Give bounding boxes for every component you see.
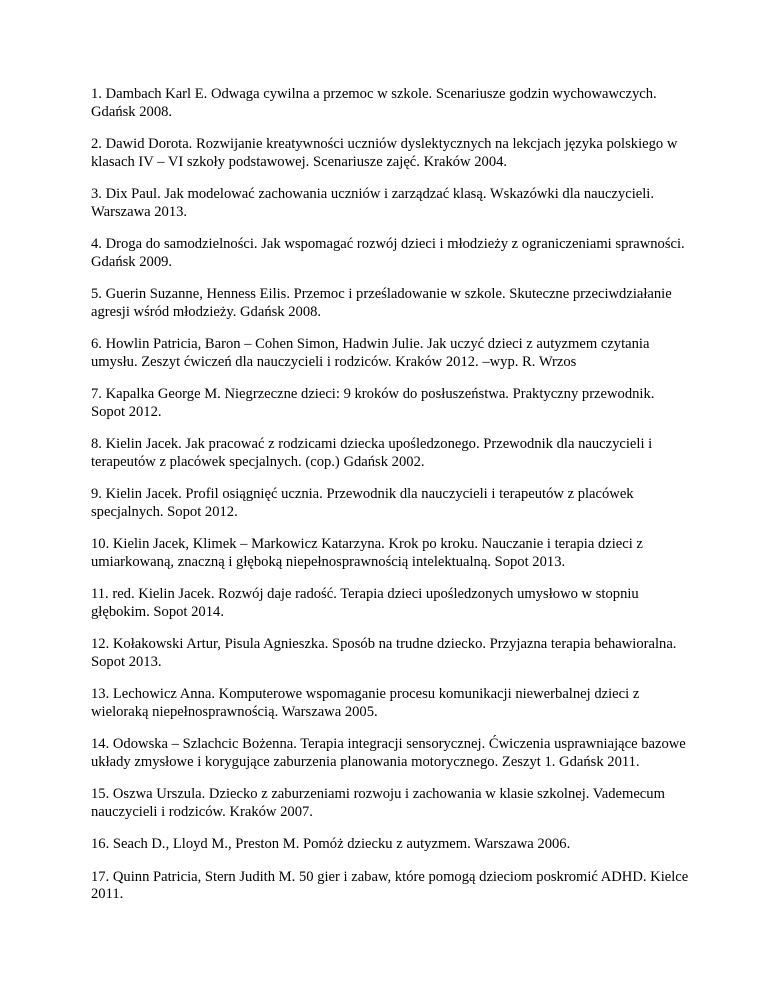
bibliography-entry: 8. Kielin Jacek. Jak pracować z rodzicami dziecka upośledzonego. Przewodnik dla nauczycieli i terapeutów z placówek specjalnych. (cop.) Gdańsk 2002. — [91, 436, 653, 470]
bibliography-entry: 13. Lechowicz Anna. Komputerowe wspomaganie procesu komunikacji niewerbalnej dzieci z wieloraką niepełnosprawnością. Warszawa 2005. — [91, 686, 640, 720]
bibliography-entry: 2. Dawid Dorota. Rozwijanie kreatywności uczniów dyslektycznych na lekcjach języka polskiego w klasach IV – VI szkoły podstawowej. Scenariusze zajęć. Kraków 2004. — [91, 136, 678, 170]
bibliography-entry: 6. Howlin Patricia, Baron – Cohen Simon, Hadwin Julie. Jak uczyć dzieci z autyzmem czytania umysłu. Zeszyt ćwiczeń dla nauczycieli i rodziców. Kraków 2012. –wyp. R. Wrzos — [91, 336, 650, 370]
bibliography-entry: 16. Seach D., Lloyd M., Preston M. Pomóż dziecku z autyzmem. Warszawa 2006. — [91, 836, 571, 852]
bibliography-list — [91, 86, 691, 919]
bibliography-entry: 12. Kołakowski Artur, Pisula Agnieszka. Sposób na trudne dziecko. Przyjazna terapia behawioralna. Sopot 2013. — [91, 636, 677, 670]
bibliography-entry: 11. red. Kielin Jacek. Rozwój daje radość. Terapia dzieci upośledzonych umysłowo w stopniu głębokim. Sopot 2014. — [91, 586, 639, 620]
bibliography-entry: 17. Quinn Patricia, Stern Judith M. 50 gier i zabaw, które pomogą dzieciom poskromić ADHD. Kielce 2011. — [91, 868, 689, 902]
bibliography-entry: 7. Kapalka George M. Niegrzeczne dzieci: 9 kroków do posłuszeństwa. Praktyczny przewodnik. Sopot 2012. — [91, 386, 655, 420]
bibliography-entry: 1. Dambach Karl E. Odwaga cywilna a przemoc w szkole. Scenariusze godzin wychowawczych. Gdańsk 2008. — [91, 86, 657, 120]
bibliography-entry: 4. Droga do samodzielności. Jak wspomagać rozwój dzieci i młodzieży z ograniczeniami sprawności. Gdańsk 2009. — [91, 236, 685, 270]
bibliography-entry: 3. Dix Paul. Jak modelować zachowania uczniów i zarządzać klasą. Wskazówki dla nauczycieli. Warszawa 2013. — [91, 186, 654, 220]
bibliography-entry: 10. Kielin Jacek, Klimek – Markowicz Katarzyna. Krok po kroku. Nauczanie i terapia dzieci z umiarkowaną, znaczną i głęboką niepełnosprawnością intelektualną. Sopot 2013. — [91, 536, 643, 570]
bibliography-entry: 5. Guerin Suzanne, Henness Eilis. Przemoc i prześladowanie w szkole. Skuteczne przeciwdziałanie agresji wśród młodzieży. Gdańsk 2008. — [91, 286, 672, 320]
bibliography-entry: 15. Oszwa Urszula. Dziecko z zaburzeniami rozwoju i zachowania w klasie szkolnej. Vademecum nauczycieli i rodziców. Kraków 2007. — [91, 786, 665, 820]
bibliography-entry: 9. Kielin Jacek. Profil osiągnięć ucznia. Przewodnik dla nauczycieli i terapeutów z placówek specjalnych. Sopot 2012. — [91, 486, 634, 520]
bibliography-entry: 14. Odowska – Szlachcic Bożenna. Terapia integracji sensorycznej. Ćwiczenia usprawniające bazowe układy zmysłowe i korygujące zaburzenia planowania motorycznego. Zeszyt 1. Gdańsk 2011. — [91, 736, 686, 770]
